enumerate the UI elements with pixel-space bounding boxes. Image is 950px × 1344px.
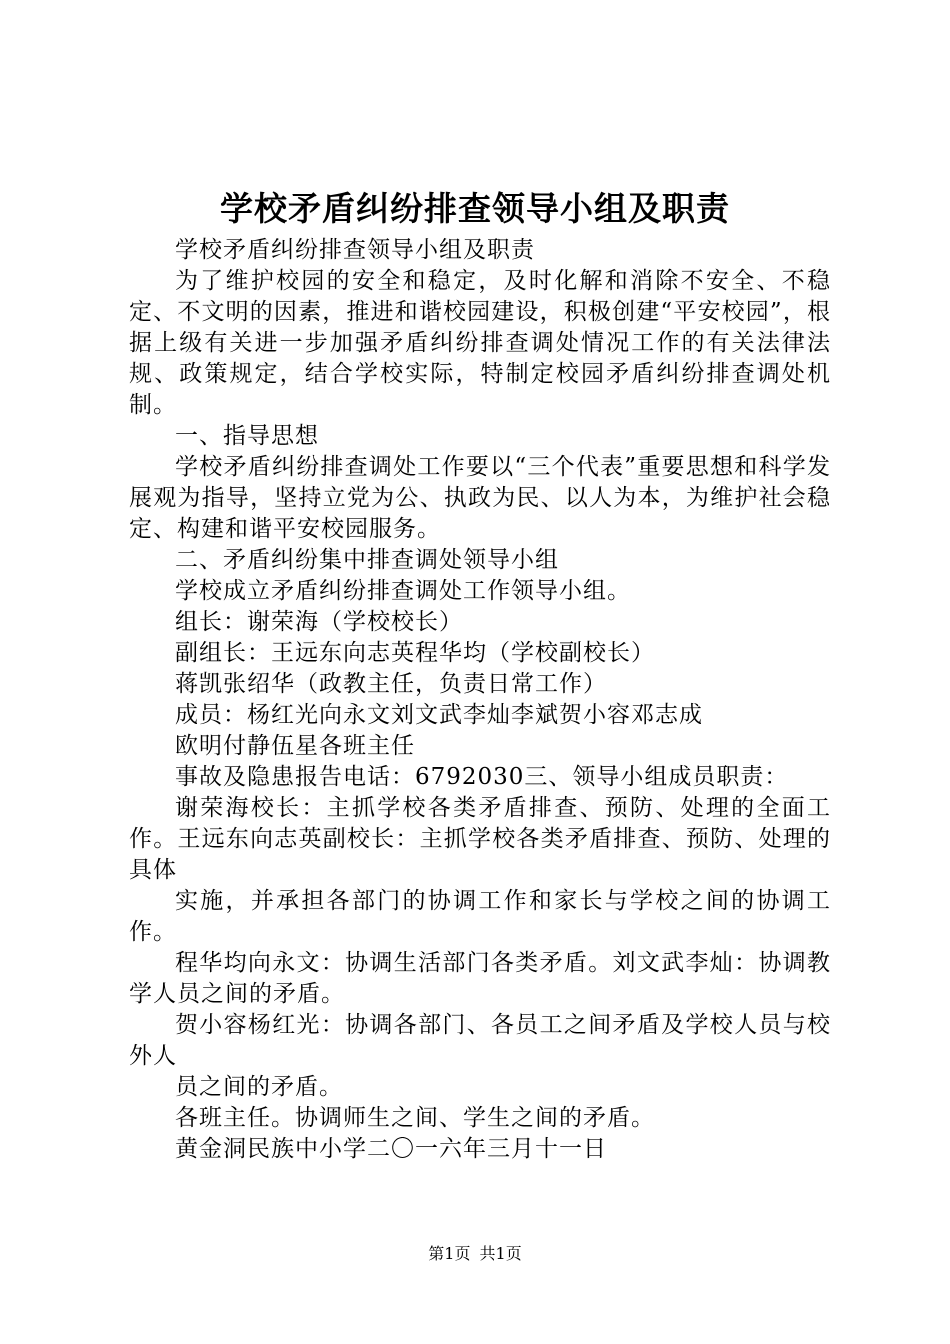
section-heading-leading-group: 二、矛盾纠纷集中排查调处领导小组 <box>175 547 559 573</box>
section-heading-guiding-thought: 一、指导思想 <box>175 423 319 449</box>
paragraph-deputy-leaders: 副组长：王远东向志英程华均（学校副校长） <box>175 640 655 666</box>
paragraph-members-cont: 欧明付静伍星各班主任 <box>175 733 415 759</box>
page-total: 共1页 <box>479 1244 522 1263</box>
paragraph-intro: 为了维护校园的安全和稳定，及时化解和消除不安全、不稳定、不文明的因素，推进和谐校园建设，积极创建“平安校园”，根据上级有关进一步加强矛盾纠纷排查调处情况工作的有关法律法规、政策规定，结合学校实际，特制定校园矛盾纠纷排查调处机制。 <box>129 268 831 418</box>
paragraph-coordination-2-cont: 员之间的矛盾。 <box>175 1074 343 1100</box>
paragraph-heading-repeat: 学校矛盾纠纷排查领导小组及职责 <box>175 237 535 263</box>
paragraph-coordination-2: 贺小容杨红光：协调各部门、各员工之间矛盾及学校人员与校外人 <box>129 1012 831 1069</box>
page-footer <box>0 1243 950 1265</box>
paragraph-class-teachers: 各班主任。协调师生之间、学生之间的矛盾。 <box>175 1105 655 1131</box>
paragraph-phone-and-duties: 事故及隐患报告电话：6792030三、领导小组成员职责： <box>175 764 789 790</box>
page-number: 第1页 <box>428 1244 471 1263</box>
paragraph-implementation: 实施，并承担各部门的协调工作和家长与学校之间的协调工作。 <box>129 888 831 945</box>
paragraph-daily-work: 蒋凯张绍华（政教主任，负责日常工作） <box>175 671 607 697</box>
paragraph-guiding-thought: 学校矛盾纠纷排查调处工作要以“三个代表”重要思想和科学发展观为指导，坚持立党为公、执政为民、以人为本，为维护社会稳定、构建和谐平安校园服务。 <box>129 454 831 542</box>
paragraph-group-leader: 组长：谢荣海（学校校长） <box>175 609 463 635</box>
document-body <box>129 235 831 1165</box>
paragraph-members: 成员：杨红光向永文刘文武李灿李斌贺小容邓志成 <box>175 702 703 728</box>
paragraph-coordination-1: 程华均向永文：协调生活部门各类矛盾。刘文武李灿：协调教学人员之间的矛盾。 <box>129 950 831 1007</box>
paragraph-principal-duties: 谢荣海校长：主抓学校各类矛盾排查、预防、处理的全面工作。王远东向志英副校长：主抓学校各类矛盾排查、预防、处理的具体 <box>129 795 831 883</box>
document-title: 学校矛盾纠纷排查领导小组及职责 <box>220 189 730 228</box>
paragraph-signature-date: 黄金洞民族中小学二〇一六年三月十一日 <box>175 1136 607 1162</box>
paragraph-group-established: 学校成立矛盾纠纷排查调处工作领导小组。 <box>175 578 631 604</box>
